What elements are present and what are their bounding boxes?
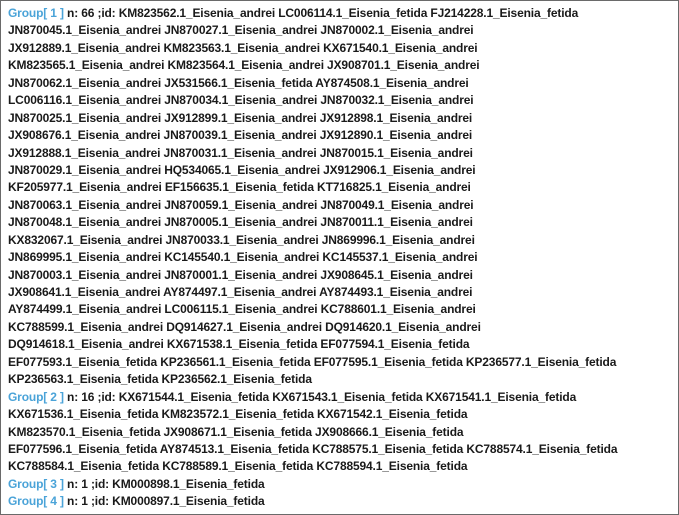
line-text: n: 66 ;id: KM823562.1_Eisenia_andrei LC006114.1_Eisenia_fetida FJ214228.1_Eisenia_fetida — [63, 6, 579, 20]
line-text: KM823570.1_Eisenia_fetida JX908671.1_Eisenia_fetida JX908666.1_Eisenia_fetida — [8, 424, 464, 439]
text-line — [8, 371, 676, 388]
line-text: n: 1 ;id: KM000898.1_Eisenia_fetida — [63, 476, 265, 491]
group-label: Group[ 1 ] — [8, 6, 64, 20]
text-line — [8, 458, 676, 475]
text-line — [8, 127, 676, 144]
text-line — [8, 267, 676, 284]
line-text: JN869995.1_Eisenia_andrei KC145540.1_Eisenia_andrei KC145537.1_Eisenia_andrei — [8, 250, 478, 265]
text-line — [8, 145, 676, 162]
line-text: AY874499.1_Eisenia_andrei LC006115.1_Eisenia_andrei KC788601.1_Eisenia_andrei — [8, 302, 476, 317]
line-text: n: 16 ;id: KX671544.1_Eisenia_fetida KX671543.1_Eisenia_fetida KX671541.1_Eisenia_fetida — [63, 389, 577, 404]
text-line — [8, 249, 676, 266]
text-line — [8, 424, 676, 441]
line-text: JN870025.1_Eisenia_andrei JX912899.1_Eisenia_andrei JX912898.1_Eisenia_andrei — [8, 110, 473, 125]
line-text: EF077593.1_Eisenia_fetida KP236561.1_Eisenia_fetida EF077595.1_Eisenia_fetida KP236577.1_Eisenia_fetida — [8, 354, 617, 369]
text-line — [8, 40, 676, 57]
line-text: JX908641.1_Eisenia_andrei AY874497.1_Eisenia_andrei AY874493.1_Eisenia_andrei — [8, 285, 473, 299]
text-line — [8, 441, 676, 458]
group-label: Group[ 4 ] — [8, 494, 64, 509]
text-line — [8, 336, 676, 353]
line-text: KC788599.1_Eisenia_andrei DQ914627.1_Eisenia_andrei DQ914620.1_Eisenia_andrei — [8, 319, 481, 334]
line-text: JN870048.1_Eisenia_andrei JN870005.1_Eisenia_andrei JN870011.1_Eisenia_andrei — [8, 215, 473, 230]
text-line — [8, 197, 676, 214]
line-text: KX832067.1_Eisenia_andrei JN870033.1_Eisenia_andrei JN869996.1_Eisenia_andrei — [8, 232, 475, 247]
line-text: JN870062.1_Eisenia_andrei JX531566.1_Eisenia_fetida AY874508.1_Eisenia_andrei — [8, 75, 469, 90]
line-text: JN870063.1_Eisenia_andrei JN870059.1_Eisenia_andrei JN870049.1_Eisenia_andrei — [8, 197, 474, 212]
line-text: KF205977.1_Eisenia_andrei EF156635.1_Eisenia_fetida KT716825.1_Eisenia_andrei — [8, 180, 471, 195]
text-line — [8, 476, 676, 493]
text-line — [8, 75, 676, 92]
line-text: KX671536.1_Eisenia_fetida KM823572.1_Eisenia_fetida KX671542.1_Eisenia_fetida — [8, 407, 468, 422]
text-line — [8, 92, 676, 109]
line-text: n: 1 ;id: KM000897.1_Eisenia_fetida — [63, 494, 265, 509]
line-text: KC788584.1_Eisenia_fetida KC788589.1_Eisenia_fetida KC788594.1_Eisenia_fetida — [8, 459, 468, 474]
text-line — [8, 406, 676, 423]
line-text: KP236563.1_Eisenia_fetida KP236562.1_Eisenia_fetida — [8, 372, 312, 387]
text-line — [8, 232, 676, 249]
line-text: DQ914618.1_Eisenia_andrei KX671538.1_Eisenia_fetida EF077594.1_Eisenia_fetida — [8, 337, 470, 352]
text-line — [8, 57, 676, 74]
text-line — [8, 5, 676, 22]
text-line — [8, 319, 676, 336]
line-text: KM823565.1_Eisenia_andrei KM823564.1_Eisenia_andrei JX908701.1_Eisenia_andrei — [8, 58, 480, 73]
line-text: JN870003.1_Eisenia_andrei JN870001.1_Eisenia_andrei JX908645.1_Eisenia_andrei — [8, 267, 473, 282]
line-text: JX912889.1_Eisenia_andrei KM823563.1_Eisenia_andrei KX671540.1_Eisenia_andrei — [8, 40, 478, 55]
line-text: JN870029.1_Eisenia_andrei HQ534065.1_Eisenia_andrei JX912906.1_Eisenia_andrei — [8, 162, 476, 177]
text-line — [8, 214, 676, 231]
line-text: EF077596.1_Eisenia_fetida AY874513.1_Eisenia_fetida KC788575.1_Eisenia_fetida KC788574.1_Eisenia_fetida — [8, 441, 618, 456]
group-listing — [8, 5, 676, 511]
line-text: JN870045.1_Eisenia_andrei JN870027.1_Eisenia_andrei JN870002.1_Eisenia_andrei — [8, 23, 474, 38]
group-label: Group[ 3 ] — [8, 476, 64, 491]
text-line — [8, 110, 676, 127]
line-text: JX912888.1_Eisenia_andrei JN870031.1_Eisenia_andrei JN870015.1_Eisenia_andrei — [8, 145, 473, 160]
text-line — [8, 162, 676, 179]
text-line — [8, 493, 676, 510]
line-text: JX908676.1_Eisenia_andrei JN870039.1_Eisenia_andrei JX912890.1_Eisenia_andrei — [8, 128, 473, 143]
text-line — [8, 284, 676, 301]
text-line — [8, 389, 676, 406]
line-text: LC006116.1_Eisenia_andrei JN870034.1_Eisenia_andrei JN870032.1_Eisenia_andrei — [8, 93, 474, 108]
text-line — [8, 354, 676, 371]
text-line — [8, 301, 676, 318]
text-line — [8, 22, 676, 39]
text-line — [8, 179, 676, 196]
group-label: Group[ 2 ] — [8, 389, 64, 404]
